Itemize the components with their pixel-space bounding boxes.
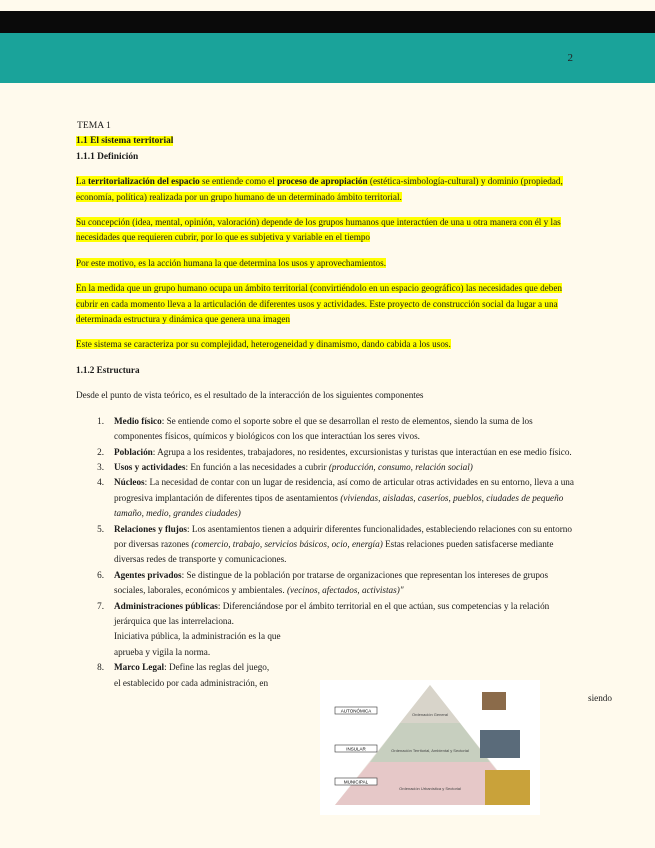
paragraph-2: Su concepción (idea, mental, opinión, valoración) depende de los grupos humanos que interactúen de una u otra manera con él y las necesidades que requieren cubrir, por lo que es subjetiva y variable en el tiempo	[76, 217, 561, 243]
pyramid-middle-tier	[370, 723, 490, 762]
item-examples: (producción, consumo, relación social)	[328, 461, 473, 472]
paragraph-3: Por este motivo, es la acción humana la que determina los usos y aprovechamientos.	[76, 257, 386, 268]
figure-photo-2	[480, 730, 520, 758]
list-number: 1.	[97, 415, 104, 426]
paragraph-4: En la medida que un grupo humano ocupa un ámbito territorial (convirtiéndolo en un espacio geográfico) las necesidades que deben cubrir en cada momento lleva a la articulación de diferentes usos y actividades. Este proyecto de construcción social da lugar a una determinada estructura y dinámica que genera una imagen	[76, 283, 563, 325]
list-item	[76, 475, 581, 521]
item-description: : Se entiende como el soporte sobre el que se desarrollan el resto de elementos, siendo la suma de los componentes físicos, químicos y biológicos con los que interactúan los seres vivos.	[114, 415, 533, 442]
p1-run: proceso de apropiación	[277, 176, 368, 187]
list-text	[114, 414, 581, 445]
item-description: : Define las reglas del juego,	[164, 662, 270, 673]
item-title: Administraciones públicas	[114, 600, 218, 611]
item-title: Núcleos	[114, 477, 145, 488]
item-after: Estas relaciones pueden satisfacerse mediante diversas redes de transporte y comunicaciones.	[114, 538, 554, 565]
level-desc-2: Ordenación Territorial, Ambiental y Sectorial	[391, 748, 469, 753]
list-item	[76, 568, 581, 599]
pyramid-top-tier	[400, 685, 460, 723]
level-label-3: MUNICIPAL	[343, 779, 369, 785]
header-black-band	[0, 11, 655, 33]
item-title: Marco Legal	[114, 662, 165, 673]
list-text	[114, 599, 581, 661]
figure-photo-3	[485, 770, 530, 805]
list-number: 6.	[97, 569, 104, 580]
section-heading: 1.1 El sistema territorial	[76, 136, 174, 147]
structure-heading: 1.1.2 Estructura	[76, 364, 140, 375]
item-title: Usos y actividades	[114, 461, 186, 472]
item-description: : Los asentamientos tienen a adquirir diferentes funcionalidades, estableciendo relaciones con su entorno por diversas razones	[114, 523, 572, 549]
list-text	[114, 568, 581, 599]
list-number: 3.	[97, 461, 104, 472]
list-item	[76, 522, 581, 568]
item-examples: (vecinos, afectados, activistas)"	[286, 585, 404, 596]
administration-pyramid-figure	[320, 680, 540, 815]
item-description: : Diferenciándose por el ámbito territorial en el que actúan, sus competencias y la relación jerárquica que las interrelaciona.	[114, 600, 550, 626]
components-list	[76, 414, 612, 703]
header-teal-band	[0, 33, 655, 83]
item-extra-line: Iniciativa pública, la administración es la que	[114, 631, 281, 642]
level-desc-1: Ordenación General	[411, 712, 449, 717]
level-desc-3: Ordenación Urbanística y Sectorial	[399, 786, 461, 791]
item-examples: (comercio, trabajo, servicios básicos, ocio, energía)	[191, 538, 383, 549]
list-item	[76, 460, 581, 475]
list-text	[114, 460, 581, 475]
list-item	[76, 414, 581, 445]
item-extra-line: aprueba y vigila la norma.	[114, 646, 211, 657]
structure-intro: Desde el punto de vista teórico, es el resultado de la interacción de los siguientes componentes	[76, 390, 424, 401]
p1-run: (estética-simbología-cultural) y dominio (propiedad, economía, política) realizada por un grupo humano de un determinado ámbito territorial.	[76, 176, 563, 202]
paragraph-1	[76, 174, 581, 205]
list-item	[76, 599, 581, 661]
item-description: : Agrupa a los residentes, trabajadores, no residentes, excursionistas y turistas que interactúan en ese medio físico.	[152, 446, 572, 457]
item-examples: (viviendas, aisladas, caseríos, pueblos, ciudades de pequeño tamaño, medio, grandes ciudades)	[114, 492, 564, 519]
item-tail: siendo	[588, 693, 612, 703]
list-number: 2.	[97, 446, 104, 457]
item-title: Agentes privados	[114, 569, 182, 580]
figure-photo-1	[482, 692, 506, 710]
list-number: 7.	[97, 600, 104, 611]
item-title: Población	[114, 446, 153, 457]
list-number: 4.	[97, 477, 104, 488]
list-number: 8.	[97, 662, 104, 673]
list-text	[114, 475, 581, 521]
item-description: : Se distingue de la población por tratarse de organizaciones que representan los intereses de grupos sociales, laborales, económicos y ambientales.	[114, 569, 549, 596]
item-description: : En función a las necesidades a cubrir	[185, 461, 329, 472]
level-label-1: AUTONÓMICA	[340, 708, 372, 714]
list-text	[114, 445, 581, 460]
p1-run: territorialización del espacio	[88, 176, 200, 187]
item-extra-line: el establecido por cada administración, en	[114, 677, 269, 688]
subsection-heading: 1.1.1 Definición	[76, 151, 139, 162]
paragraph-5: Este sistema se caracteriza por su complejidad, heterogeneidad y dinamismo, dando cabida a los usos.	[76, 339, 451, 350]
level-label-2: INSULAR	[346, 746, 366, 752]
item-description: : La necesidad de contar con un lugar de residencia, así como de articular otras actividades en su entorno, lleva a una progresiva implantación de diferentes tipos de asentamientos	[114, 477, 574, 503]
list-text	[114, 522, 581, 568]
item-title: Medio físico	[114, 415, 162, 426]
page-number: 2	[567, 52, 573, 64]
list-item	[76, 445, 581, 460]
document-body	[76, 118, 612, 703]
tema-label: TEMA 1	[77, 120, 111, 131]
p1-run: La	[76, 176, 88, 187]
item-title: Relaciones y flujos	[114, 523, 187, 534]
p1-run: se entiende como el	[199, 176, 278, 187]
list-number: 5.	[97, 523, 104, 534]
